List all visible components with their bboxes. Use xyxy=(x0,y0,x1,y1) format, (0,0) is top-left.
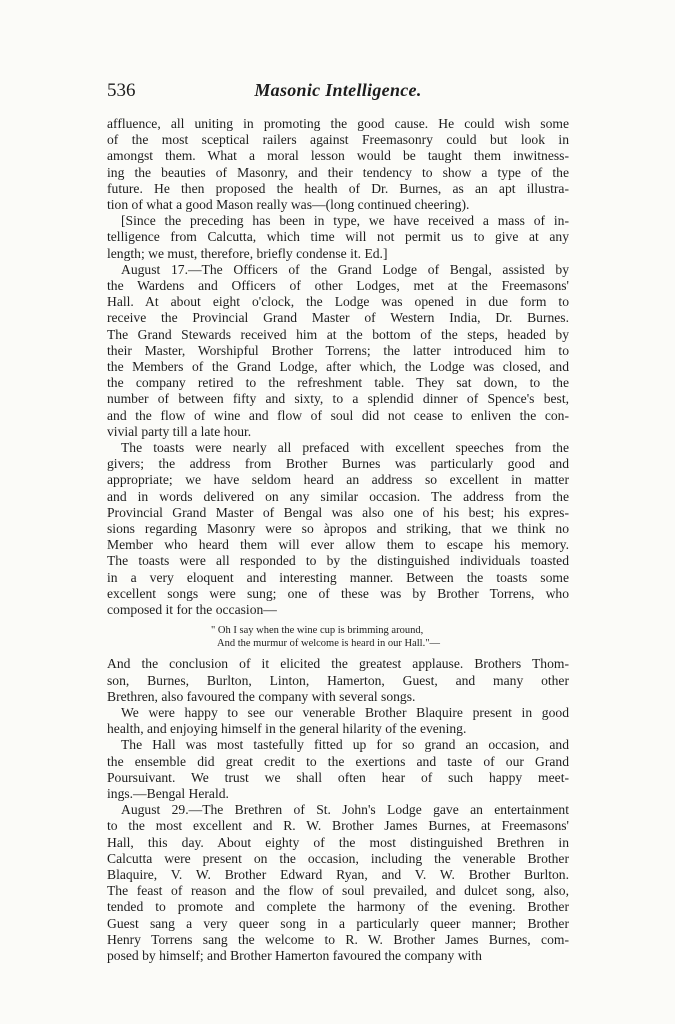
text-line: amongst them. What a moral lesson would be taught them inwitness- xyxy=(107,148,569,164)
text-line: composed it for the occasion— xyxy=(107,602,277,618)
text-line: The toasts were all responded to by the distinguished individuals toasted xyxy=(107,553,569,569)
text-line: tended to promote and complete the harmony of the evening. Brother xyxy=(107,899,569,915)
text-line: ing the beauties of Masonry, and their tendency to show a type of the xyxy=(107,164,569,180)
text-line: number of between fifty and sixty, to a splendid dinner of Spence's best, xyxy=(107,391,569,407)
text-line: The Hall was most tastefully fitted up for so grand an occasion, and xyxy=(121,737,569,753)
text-line: Guest sang a very queer song in a particularly queer manner; Brother xyxy=(107,915,569,931)
quote-line: " Oh I say when the wine cup is brimming around, xyxy=(211,625,424,637)
paragraph-group xyxy=(107,116,569,618)
text-line: the Members of the Grand Lodge, after which, the Lodge was closed, and xyxy=(107,359,569,375)
page-number: 536 xyxy=(107,80,136,101)
text-line: future. He then proposed the health of Dr. Burnes, as an apt illustra- xyxy=(107,180,569,196)
text-line: The toasts were nearly all prefaced with excellent speeches from the xyxy=(121,440,569,456)
text-line: The Grand Stewards received him at the bottom of the steps, headed by xyxy=(107,326,569,342)
text-line: health, and enjoying himself in the general hilarity of the evening. xyxy=(107,721,467,737)
page-header xyxy=(107,80,569,108)
paragraph xyxy=(107,116,569,213)
text-line: ings.—Bengal Herald. xyxy=(107,785,229,801)
text-line: excellent songs were sung; one of these was by Brother Torrens, who xyxy=(107,585,569,601)
text-line: And the conclusion of it elicited the greatest applause. Brothers Thom- xyxy=(107,656,569,672)
text-line: sions regarding Masonry were so àpropos and striking, that we think no xyxy=(107,521,569,537)
paragraph xyxy=(107,262,569,440)
paragraph-group xyxy=(107,656,569,964)
text-line: We were happy to see our venerable Brother Blaquire present in good xyxy=(121,704,569,720)
text-line: of the most sceptical railers against Freemasonry could but look in xyxy=(107,132,569,148)
text-line: Blaquire, V. W. Brother Edward Ryan, and V. W. Brother Burlton. xyxy=(107,866,569,882)
text-line: to the most excellent and R. W. Brother James Burnes, at Freemasons' xyxy=(107,818,569,834)
text-line: the Wardens and Officers of other Lodges, met at the Freemasons' xyxy=(107,278,569,294)
text-line: Calcutta were present on the occasion, including the venerable Brother xyxy=(107,850,569,866)
paragraph xyxy=(107,656,569,705)
text-line: Hall. At about eight o'clock, the Lodge was opened in due form to xyxy=(107,294,569,310)
text-line: Poursuivant. We trust we shall often hear of such happy meet- xyxy=(107,769,569,785)
running-title: Masonic Intelligence. xyxy=(254,80,422,100)
text-line: their Master, Worshipful Brother Torrens; the latter introduced him to xyxy=(107,342,569,358)
paragraph xyxy=(107,705,569,737)
text-line: vivial party till a late hour. xyxy=(107,423,252,439)
text-line: givers; the address from Brother Burnes was particularly good and xyxy=(107,456,569,472)
text-line: affluence, all uniting in promoting the good cause. He could wish some xyxy=(107,116,569,131)
text-line: Hall, this day. About eighty of the most distinguished Brethren in xyxy=(107,834,569,850)
paragraph xyxy=(107,440,569,618)
text-line: Provincial Grand Master of Bengal was also one of his best; his expres- xyxy=(107,504,569,520)
text-line: Brethren, also favoured the company with several songs. xyxy=(107,688,416,704)
text-line: Henry Torrens sang the welcome to R. W. Brother James Burnes, com- xyxy=(107,931,569,947)
text-line: telligence from Calcutta, which time will not permit us to give at any xyxy=(107,229,569,245)
paragraph xyxy=(107,802,569,964)
text-line: the ensemble did great credit to the exertions and taste of our Grand xyxy=(107,753,569,769)
text-line: the company retired to the refreshment table. They sat down, to the xyxy=(107,375,569,391)
verse-quote xyxy=(107,624,569,650)
article-body xyxy=(107,116,569,964)
text-line: August 29.—The Brethren of St. John's Lodge gave an entertainment xyxy=(121,802,569,818)
text-line: appropriate; we have seldom heard an address so excellent in matter xyxy=(107,472,569,488)
text-line: tion of what a good Mason really was—(long continued cheering). xyxy=(107,197,470,213)
text-line: son, Burnes, Burlton, Linton, Hamerton, Guest, and many other xyxy=(107,672,569,688)
text-line: and in words delivered on any similar occasion. The address from the xyxy=(107,488,569,504)
quote-line: And the murmur of welcome is heard in our Hall."— xyxy=(217,638,440,650)
text-line: [Since the preceding has been in type, we have received a mass of in- xyxy=(121,213,569,229)
text-line: The feast of reason and the flow of soul prevailed, and dulcet song, also, xyxy=(107,883,569,899)
text-line: in a very eloquent and interesting manner. Between the toasts some xyxy=(107,569,569,585)
text-line: Member who heard them will ever allow them to escape his memory. xyxy=(107,537,569,553)
text-line: August 17.—The Officers of the Grand Lodge of Bengal, assisted by xyxy=(121,261,569,277)
paragraph xyxy=(107,737,569,802)
text-line: receive the Provincial Grand Master of Western India, Dr. Burnes. xyxy=(107,310,569,326)
paragraph xyxy=(107,213,569,262)
text-line: posed by himself; and Brother Hamerton favoured the company with xyxy=(107,947,482,963)
text-line: and the flow of wine and flow of soul did not cease to enliven the con- xyxy=(107,407,569,423)
text-line: length; we must, therefore, briefly condense it. Ed.] xyxy=(107,245,388,261)
